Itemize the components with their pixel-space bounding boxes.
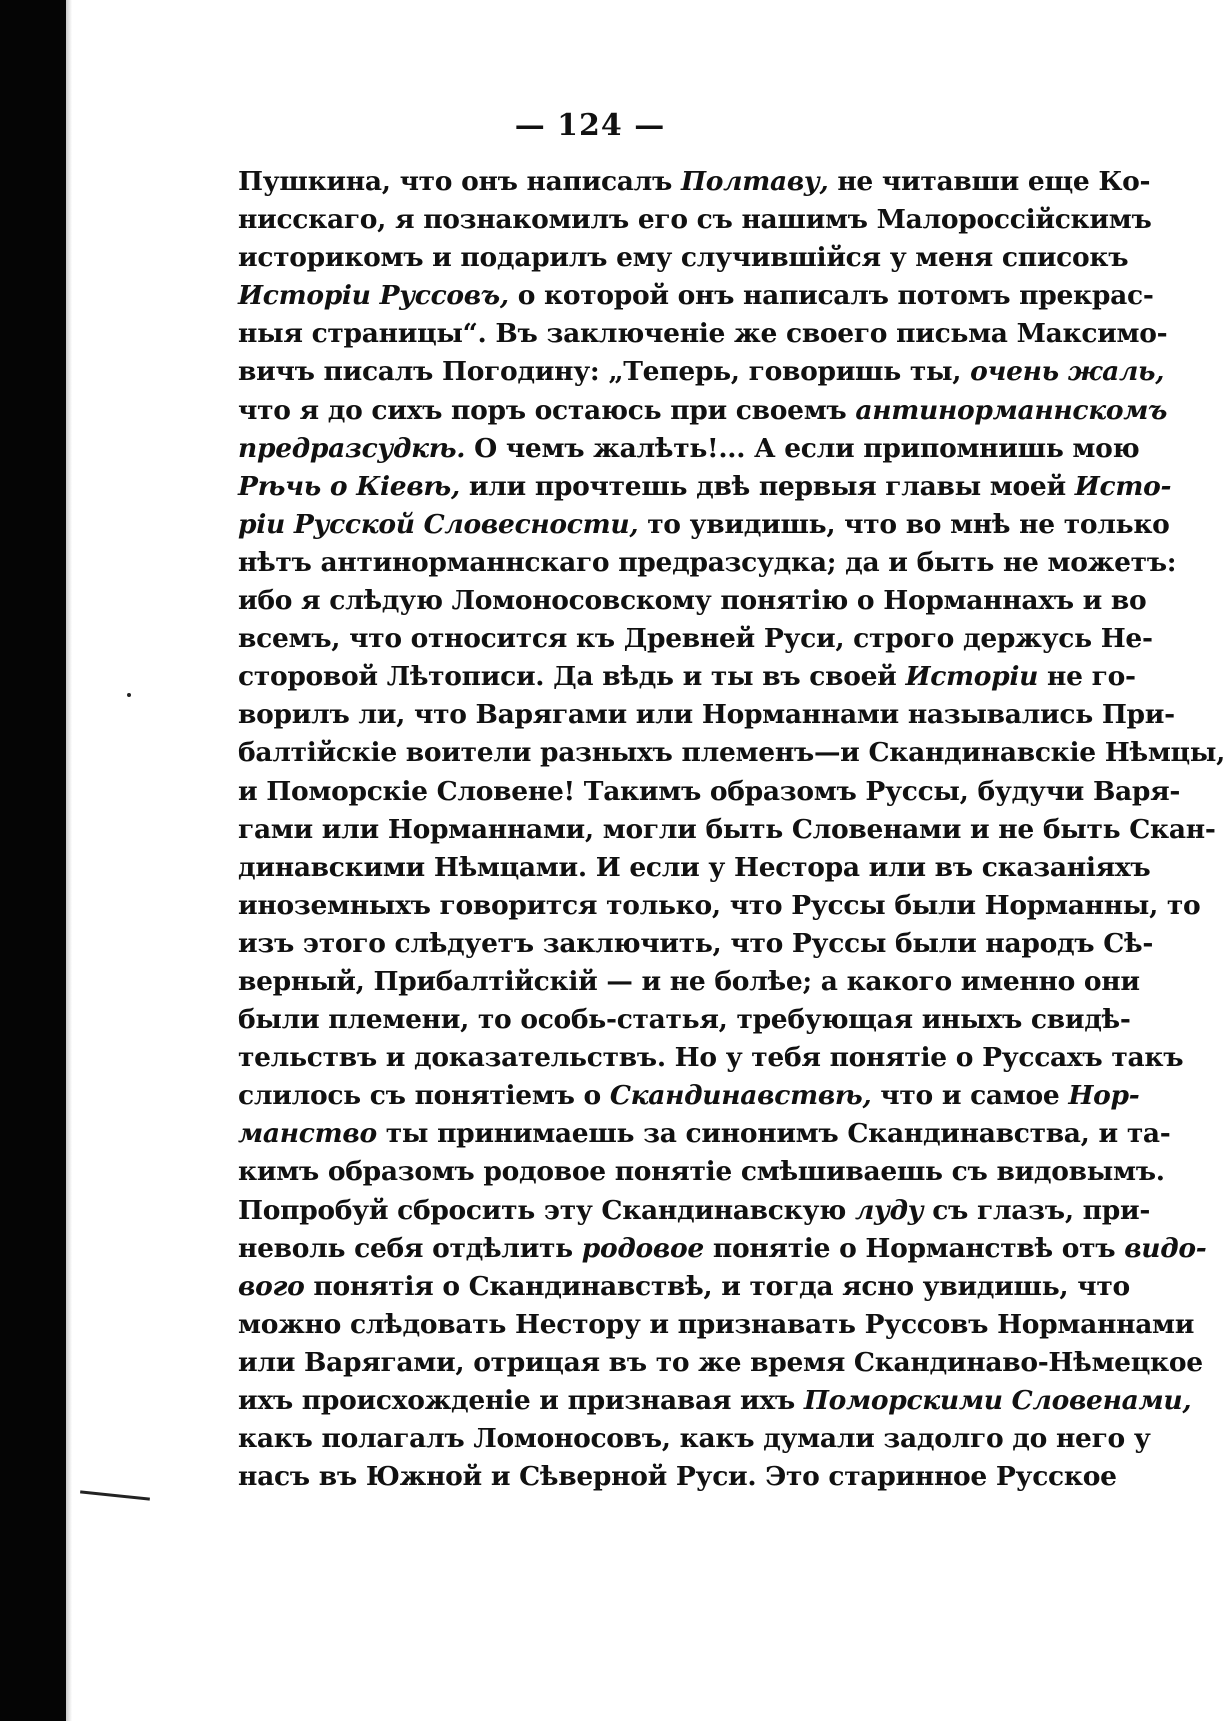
text-segment: ворилъ ли, что Варягами или Норманнами назывались При- <box>238 699 1175 731</box>
italic-text-segment: луду <box>854 1194 924 1226</box>
text-segment: балтійскіе воители разныхъ племенъ—и Скандинавскіе Нѣмцы, <box>238 737 1225 769</box>
text-line <box>238 1001 1131 1039</box>
text-segment: не го- <box>1038 661 1136 693</box>
text-segment: тельствъ и доказательствъ. Но у тебя понятіе о Руссахъ такъ <box>238 1042 1184 1074</box>
text-line <box>238 849 1151 887</box>
text-line <box>238 1268 1130 1306</box>
text-segment: изъ этого слѣдуетъ заключить, что Руссы были народъ Сѣ- <box>238 927 1154 959</box>
text-line <box>238 811 1216 849</box>
body-text <box>238 163 1225 1496</box>
italic-text-segment: антинорманнскомъ <box>855 394 1168 426</box>
text-line <box>238 430 1140 468</box>
text-segment: или прочтешь двѣ первыя главы моей <box>459 470 1075 502</box>
page-number: — 124 — <box>514 108 666 143</box>
text-segment: Попробуй сбросить эту Скандинавскую <box>238 1194 855 1226</box>
text-line <box>238 239 1129 277</box>
text-line <box>238 544 1177 582</box>
italic-text-segment: предразсудкѣ. <box>238 432 466 464</box>
scan-artifact-dot <box>127 693 131 697</box>
text-line <box>238 353 1165 391</box>
text-line <box>238 887 1201 925</box>
text-segment: слилось съ понятіемъ о <box>238 1080 610 1112</box>
italic-text-segment: Исторіи Руссовъ, <box>238 280 509 312</box>
text-line <box>238 734 1225 772</box>
text-line <box>238 506 1170 544</box>
text-line <box>238 1230 1207 1268</box>
text-segment: иноземныхъ говорится только, что Руссы были Норманны, то <box>238 889 1201 921</box>
text-segment: динавскими Нѣмцами. И если у Нестора или въ сказаніяхъ <box>238 851 1151 883</box>
text-segment: понятіе о Норманствѣ отъ <box>703 1232 1125 1264</box>
text-line <box>238 1077 1140 1115</box>
italic-text-segment: Скандинавствѣ, <box>609 1080 872 1112</box>
text-segment: какъ полагалъ Ломоносовъ, какъ думали задолго до него у <box>238 1423 1151 1455</box>
text-segment: что и самое <box>871 1080 1069 1112</box>
text-segment: понятія о Скандинавствѣ, и тогда ясно увидишь, что <box>304 1270 1130 1302</box>
italic-text-segment: Исторіи <box>905 661 1039 693</box>
text-line <box>238 392 1168 430</box>
text-line <box>238 315 1168 353</box>
text-segment: были племени, то особь-статья, требующая иныхъ свидѣ- <box>238 1004 1131 1036</box>
text-line <box>238 1192 1151 1230</box>
text-segment: верный, Прибалтійскій — и не болѣе; а какого именно они <box>238 965 1140 997</box>
text-line <box>238 658 1136 696</box>
text-line <box>238 1382 1192 1420</box>
text-line <box>238 201 1152 239</box>
text-line <box>238 963 1140 1001</box>
text-segment: кимъ образомъ родовое понятіе смѣшиваешь съ видовымъ. <box>238 1156 1165 1188</box>
italic-text-segment: Поморскими Словенами, <box>803 1385 1192 1416</box>
italic-text-segment: очень жаль, <box>970 356 1165 388</box>
text-line <box>238 1344 1203 1382</box>
text-line <box>238 925 1154 963</box>
text-segment: ты принимаешь за синонимъ Скандинавства, и та- <box>376 1118 1171 1150</box>
italic-text-segment: Рѣчь о Кіевѣ, <box>238 470 460 502</box>
text-segment: сторовой Лѣтописи. Да вѣдь и ты въ своей <box>238 661 906 693</box>
text-line <box>238 1458 1117 1496</box>
text-line <box>238 773 1181 811</box>
text-segment: что я до сихъ поръ остаюсь при своемъ <box>238 394 856 426</box>
text-line <box>238 582 1147 620</box>
text-segment: вичъ писалъ Погодину: „Теперь, говоришь ты, <box>238 356 971 388</box>
italic-text-segment: Полтаву, <box>681 166 829 197</box>
text-segment: историкомъ и подарилъ ему случившійся у меня списокъ <box>238 242 1129 274</box>
scan-artifact-mark <box>80 1490 150 1500</box>
text-segment: Пушкина, что онъ написалъ <box>238 166 681 197</box>
text-line <box>238 468 1172 506</box>
italic-text-segment: вого <box>238 1270 305 1302</box>
text-segment: о которой онъ написалъ потомъ прекрас- <box>508 280 1154 312</box>
spine-edge-gradient <box>58 0 72 1721</box>
text-line <box>238 1420 1151 1458</box>
text-line <box>238 1039 1184 1077</box>
text-segment: съ глазъ, при- <box>923 1194 1151 1226</box>
text-segment: можно слѣдовать Нестору и признавать Руссовъ Норманнами <box>238 1308 1195 1340</box>
text-segment: О чемъ жалѣть!... А если припомнишь мою <box>465 432 1140 464</box>
text-line <box>238 277 1154 315</box>
text-segment: то увидишь, что во мнѣ не только <box>638 508 1170 540</box>
italic-text-segment: Нор- <box>1068 1080 1140 1112</box>
text-line <box>238 1306 1195 1344</box>
text-line <box>238 696 1175 734</box>
text-segment: ибо я слѣдую Ломоносовскому понятію о Норманнахъ и во <box>238 585 1147 617</box>
text-segment: не читавши еще Ко- <box>828 166 1151 197</box>
text-line <box>238 1115 1171 1153</box>
text-segment: неволь себя отдѣлить <box>238 1232 582 1264</box>
text-line <box>238 163 1151 201</box>
book-spine-shadow <box>0 0 66 1721</box>
text-segment: ныя страницы“. Въ заключеніе же своего письма Максимо- <box>238 318 1168 350</box>
text-segment: насъ въ Южной и Сѣверной Руси. Это старинное Русское <box>238 1461 1117 1493</box>
text-segment: нѣтъ антинорманнскаго предразсудка; да и быть не можетъ: <box>238 546 1177 578</box>
italic-text-segment: Исто- <box>1074 470 1172 502</box>
text-segment: и Поморскіе Словене! Такимъ образомъ Руссы, будучи Варя- <box>238 775 1181 807</box>
italic-text-segment: ріи Русской Словесности, <box>238 508 639 540</box>
text-segment: ихъ происхожденіе и признавая ихъ <box>238 1385 804 1416</box>
text-segment: гами или Норманнами, могли быть Словенами и не быть Скан- <box>238 813 1216 845</box>
italic-text-segment: манство <box>238 1118 377 1150</box>
text-segment: или Варягами, отрицая въ то же время Скандинаво-Нѣмецкое <box>238 1346 1203 1378</box>
italic-text-segment: родовое <box>581 1232 704 1264</box>
text-line <box>238 1153 1165 1191</box>
text-segment: всемъ, что относится къ Древней Руси, строго держусь Не- <box>238 623 1153 655</box>
italic-text-segment: видо- <box>1124 1232 1207 1264</box>
text-segment: нисскаго, я познакомилъ его съ нашимъ Малороссійскимъ <box>238 204 1152 236</box>
text-line <box>238 620 1153 658</box>
